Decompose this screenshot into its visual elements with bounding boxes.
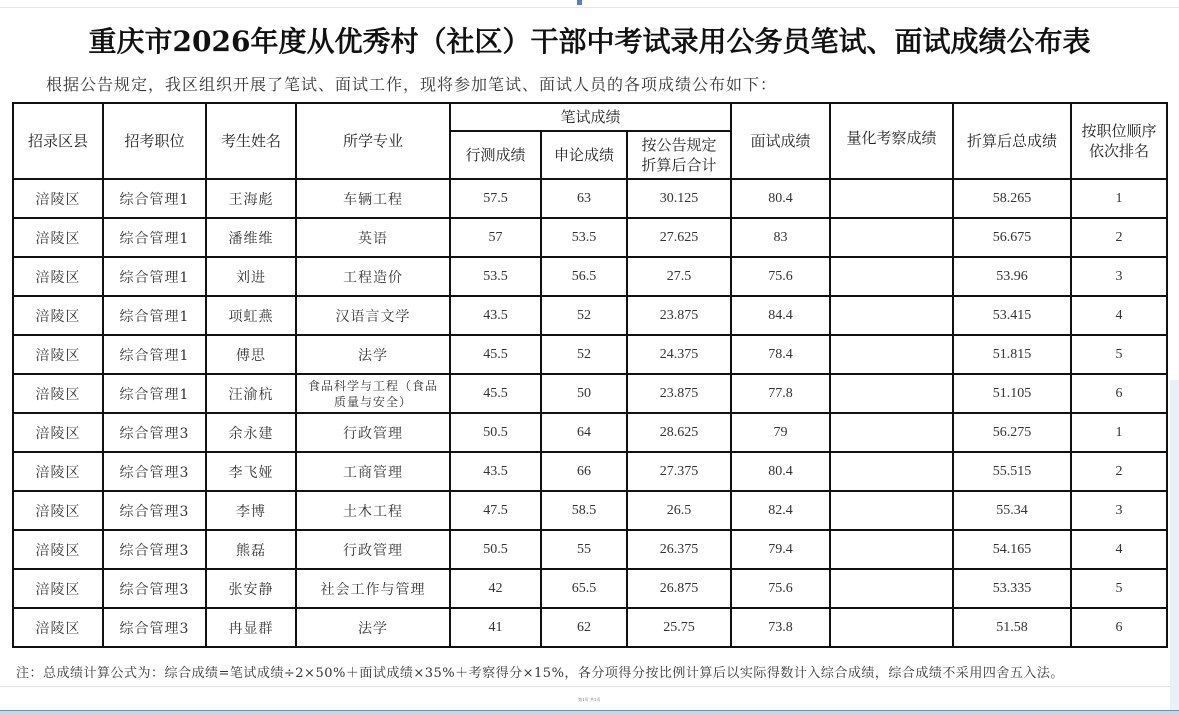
- cell-total: 54.165: [953, 530, 1071, 569]
- cell-position: 综合管理3: [103, 413, 206, 452]
- cell-assessment: [830, 491, 953, 530]
- cell-total: 55.34: [953, 491, 1071, 530]
- cell-xingce: 57: [450, 218, 541, 257]
- cell-shenlun: 52: [541, 296, 627, 335]
- cell-total: 51.105: [953, 374, 1071, 413]
- cell-converted: 27.625: [627, 218, 731, 257]
- header-interview: 面试成绩: [731, 103, 830, 179]
- cell-position: 综合管理3: [103, 569, 206, 608]
- cell-xingce: 57.5: [450, 179, 541, 218]
- cell-district: 涪陵区: [13, 530, 103, 569]
- header-converted: [627, 131, 731, 179]
- cell-shenlun: 52: [541, 335, 627, 374]
- cell-xingce: 43.5: [450, 296, 541, 335]
- cell-interview: 79.4: [731, 530, 830, 569]
- page-marker-icon: [577, 0, 582, 5]
- table-row: [13, 257, 1167, 296]
- cell-xingce: 41: [450, 608, 541, 647]
- header-written-group: 笔试成绩: [450, 103, 731, 131]
- header-converted-line1: 按公告规定: [641, 136, 717, 154]
- cell-shenlun: 63: [541, 179, 627, 218]
- cell-interview: 83: [731, 218, 830, 257]
- cell-assessment: [830, 296, 953, 335]
- cell-position: 综合管理1: [103, 296, 206, 335]
- cell-shenlun: 64: [541, 413, 627, 452]
- cell-name: 张安静: [206, 569, 296, 608]
- header-xingce: 行测成绩: [450, 131, 541, 179]
- cell-shenlun: 53.5: [541, 218, 627, 257]
- cell-name: 刘进: [206, 257, 296, 296]
- cell-district: 涪陵区: [13, 413, 103, 452]
- cell-name: 余永建: [206, 413, 296, 452]
- cell-xingce: 50.5: [450, 530, 541, 569]
- bottom-divider: [0, 686, 1179, 687]
- cell-shenlun: 55: [541, 530, 627, 569]
- cell-name: 冉显群: [206, 608, 296, 647]
- cell-position: 综合管理3: [103, 452, 206, 491]
- cell-interview: 80.4: [731, 452, 830, 491]
- cell-total: 58.265: [953, 179, 1071, 218]
- table-row: [13, 530, 1167, 569]
- cell-major: 行政管理: [296, 530, 450, 569]
- cell-shenlun: 58.5: [541, 491, 627, 530]
- cell-total: 56.275: [953, 413, 1071, 452]
- scores-table: [12, 102, 1168, 648]
- cell-district: 涪陵区: [13, 335, 103, 374]
- table-row: [13, 491, 1167, 530]
- cell-converted: 27.375: [627, 452, 731, 491]
- header-position: 招考职位: [103, 103, 206, 179]
- cell-major: 法学: [296, 335, 450, 374]
- table-row: [13, 218, 1167, 257]
- cell-major: 行政管理: [296, 413, 450, 452]
- viewer-side-strip: [1170, 380, 1179, 710]
- header-row-1: [13, 103, 1167, 131]
- header-assessment: 量化考察成绩: [830, 103, 953, 179]
- cell-shenlun: 65.5: [541, 569, 627, 608]
- cell-total: 55.515: [953, 452, 1071, 491]
- cell-converted: 28.625: [627, 413, 731, 452]
- cell-converted: 30.125: [627, 179, 731, 218]
- cell-interview: 78.4: [731, 335, 830, 374]
- cell-interview: 79: [731, 413, 830, 452]
- cell-shenlun: 50: [541, 374, 627, 413]
- cell-major: 工商管理: [296, 452, 450, 491]
- cell-district: 涪陵区: [13, 569, 103, 608]
- cell-assessment: [830, 413, 953, 452]
- cell-major: 工程造价: [296, 257, 450, 296]
- cell-rank: 2: [1071, 218, 1167, 257]
- cell-xingce: 45.5: [450, 374, 541, 413]
- cell-assessment: [830, 335, 953, 374]
- cell-converted: 24.375: [627, 335, 731, 374]
- cell-name: 李飞娅: [206, 452, 296, 491]
- cell-total: 53.415: [953, 296, 1071, 335]
- cell-assessment: [830, 530, 953, 569]
- cell-name: 李博: [206, 491, 296, 530]
- cell-position: 综合管理1: [103, 257, 206, 296]
- cell-shenlun: 62: [541, 608, 627, 647]
- table-row: [13, 452, 1167, 491]
- cell-converted: 23.875: [627, 296, 731, 335]
- cell-position: 综合管理3: [103, 608, 206, 647]
- header-major: 所学专业: [296, 103, 450, 179]
- cell-assessment: [830, 608, 953, 647]
- table-row: [13, 608, 1167, 647]
- cell-district: 涪陵区: [13, 218, 103, 257]
- cell-xingce: 42: [450, 569, 541, 608]
- cell-total: 51.58: [953, 608, 1071, 647]
- cell-xingce: 43.5: [450, 452, 541, 491]
- cell-major: 英语: [296, 218, 450, 257]
- cell-xingce: 47.5: [450, 491, 541, 530]
- cell-district: 涪陵区: [13, 296, 103, 335]
- cell-converted: 26.875: [627, 569, 731, 608]
- cell-rank: 2: [1071, 452, 1167, 491]
- header-rank: [1071, 103, 1167, 179]
- cell-converted: 25.75: [627, 608, 731, 647]
- table-row: [13, 374, 1167, 413]
- table-row: [13, 296, 1167, 335]
- cell-interview: 75.6: [731, 257, 830, 296]
- cell-rank: 5: [1071, 335, 1167, 374]
- header-name: 考生姓名: [206, 103, 296, 179]
- cell-name: 熊磊: [206, 530, 296, 569]
- cell-position: 综合管理3: [103, 491, 206, 530]
- cell-total: 56.675: [953, 218, 1071, 257]
- cell-major: 社会工作与管理: [296, 569, 450, 608]
- cell-rank: 4: [1071, 530, 1167, 569]
- cell-assessment: [830, 452, 953, 491]
- cell-xingce: 50.5: [450, 413, 541, 452]
- intro-text: 根据公告规定，我区组织开展了笔试、面试工作，现将参加笔试、面试人员的各项成绩公布如下：: [46, 75, 778, 94]
- cell-rank: 5: [1071, 569, 1167, 608]
- cell-assessment: [830, 218, 953, 257]
- cell-position: 综合管理1: [103, 335, 206, 374]
- cell-assessment: [830, 179, 953, 218]
- cell-position: 综合管理1: [103, 218, 206, 257]
- table-row: [13, 179, 1167, 218]
- cell-xingce: 53.5: [450, 257, 541, 296]
- header-rank-line2: 依次排名: [1088, 142, 1149, 160]
- cell-name: 汪渝杭: [206, 374, 296, 413]
- cell-district: 涪陵区: [13, 257, 103, 296]
- cell-rank: 3: [1071, 491, 1167, 530]
- cell-interview: 82.4: [731, 491, 830, 530]
- cell-interview: 75.6: [731, 569, 830, 608]
- cell-district: 涪陵区: [13, 179, 103, 218]
- footnote: 注：总成绩计算公式为：综合成绩=笔试成绩÷2×50%＋面试成绩×35%＋考察得分×15%，各分项得分按比例计算后以实际得数计入综合成绩，综合成绩不采用四舍五入法。: [16, 666, 1064, 681]
- table-row: [13, 335, 1167, 374]
- cell-shenlun: 66: [541, 452, 627, 491]
- cell-position: 综合管理1: [103, 374, 206, 413]
- cell-district: 涪陵区: [13, 608, 103, 647]
- cell-position: 综合管理1: [103, 179, 206, 218]
- cell-converted: 26.5: [627, 491, 731, 530]
- cell-district: 涪陵区: [13, 374, 103, 413]
- page-top-marker: [575, 0, 582, 6]
- cell-district: 涪陵区: [13, 491, 103, 530]
- cell-major: 车辆工程: [296, 179, 450, 218]
- cell-converted: 23.875: [627, 374, 731, 413]
- cell-assessment: [830, 569, 953, 608]
- cell-name: 傅思: [206, 335, 296, 374]
- cell-interview: 84.4: [731, 296, 830, 335]
- cell-district: 涪陵区: [13, 452, 103, 491]
- cell-assessment: [830, 257, 953, 296]
- cell-name: 项虹燕: [206, 296, 296, 335]
- cell-major: 土木工程: [296, 491, 450, 530]
- header-converted-line2: 折算后合计: [641, 156, 717, 174]
- cell-assessment: [830, 374, 953, 413]
- cell-name: 潘维维: [206, 218, 296, 257]
- cell-name: 王海彪: [206, 179, 296, 218]
- cell-converted: 27.5: [627, 257, 731, 296]
- header-total: 折算后总成绩: [953, 103, 1071, 179]
- cell-total: 53.96: [953, 257, 1071, 296]
- cell-xingce: 45.5: [450, 335, 541, 374]
- cell-rank: 4: [1071, 296, 1167, 335]
- cell-major: 法学: [296, 608, 450, 647]
- table-row: [13, 569, 1167, 608]
- cell-position: 综合管理3: [103, 530, 206, 569]
- cell-total: 53.335: [953, 569, 1071, 608]
- cell-rank: 6: [1071, 374, 1167, 413]
- header-rank-line1: 按职位顺序: [1081, 122, 1157, 140]
- table-row: [13, 413, 1167, 452]
- header-district: 招录区县: [13, 103, 103, 179]
- page-title: 重庆市2026年度从优秀村（社区）干部中考试录用公务员笔试、面试成绩公布表: [88, 25, 1091, 58]
- cell-interview: 73.8: [731, 608, 830, 647]
- cell-major: 汉语言文学: [296, 296, 450, 335]
- header-shenlun: 申论成绩: [541, 131, 627, 179]
- cell-interview: 80.4: [731, 179, 830, 218]
- viewer-bottom-bar: [0, 710, 1179, 715]
- cell-rank: 6: [1071, 608, 1167, 647]
- cell-rank: 3: [1071, 257, 1167, 296]
- cell-shenlun: 56.5: [541, 257, 627, 296]
- page-number-label: 第1页 共1页: [578, 697, 601, 702]
- cell-rank: 1: [1071, 179, 1167, 218]
- cell-rank: 1: [1071, 413, 1167, 452]
- top-divider: [0, 7, 1179, 8]
- cell-converted: 26.375: [627, 530, 731, 569]
- cell-total: 51.815: [953, 335, 1071, 374]
- cell-major: 食品科学与工程（食品质量与安全）: [296, 374, 450, 413]
- cell-interview: 77.8: [731, 374, 830, 413]
